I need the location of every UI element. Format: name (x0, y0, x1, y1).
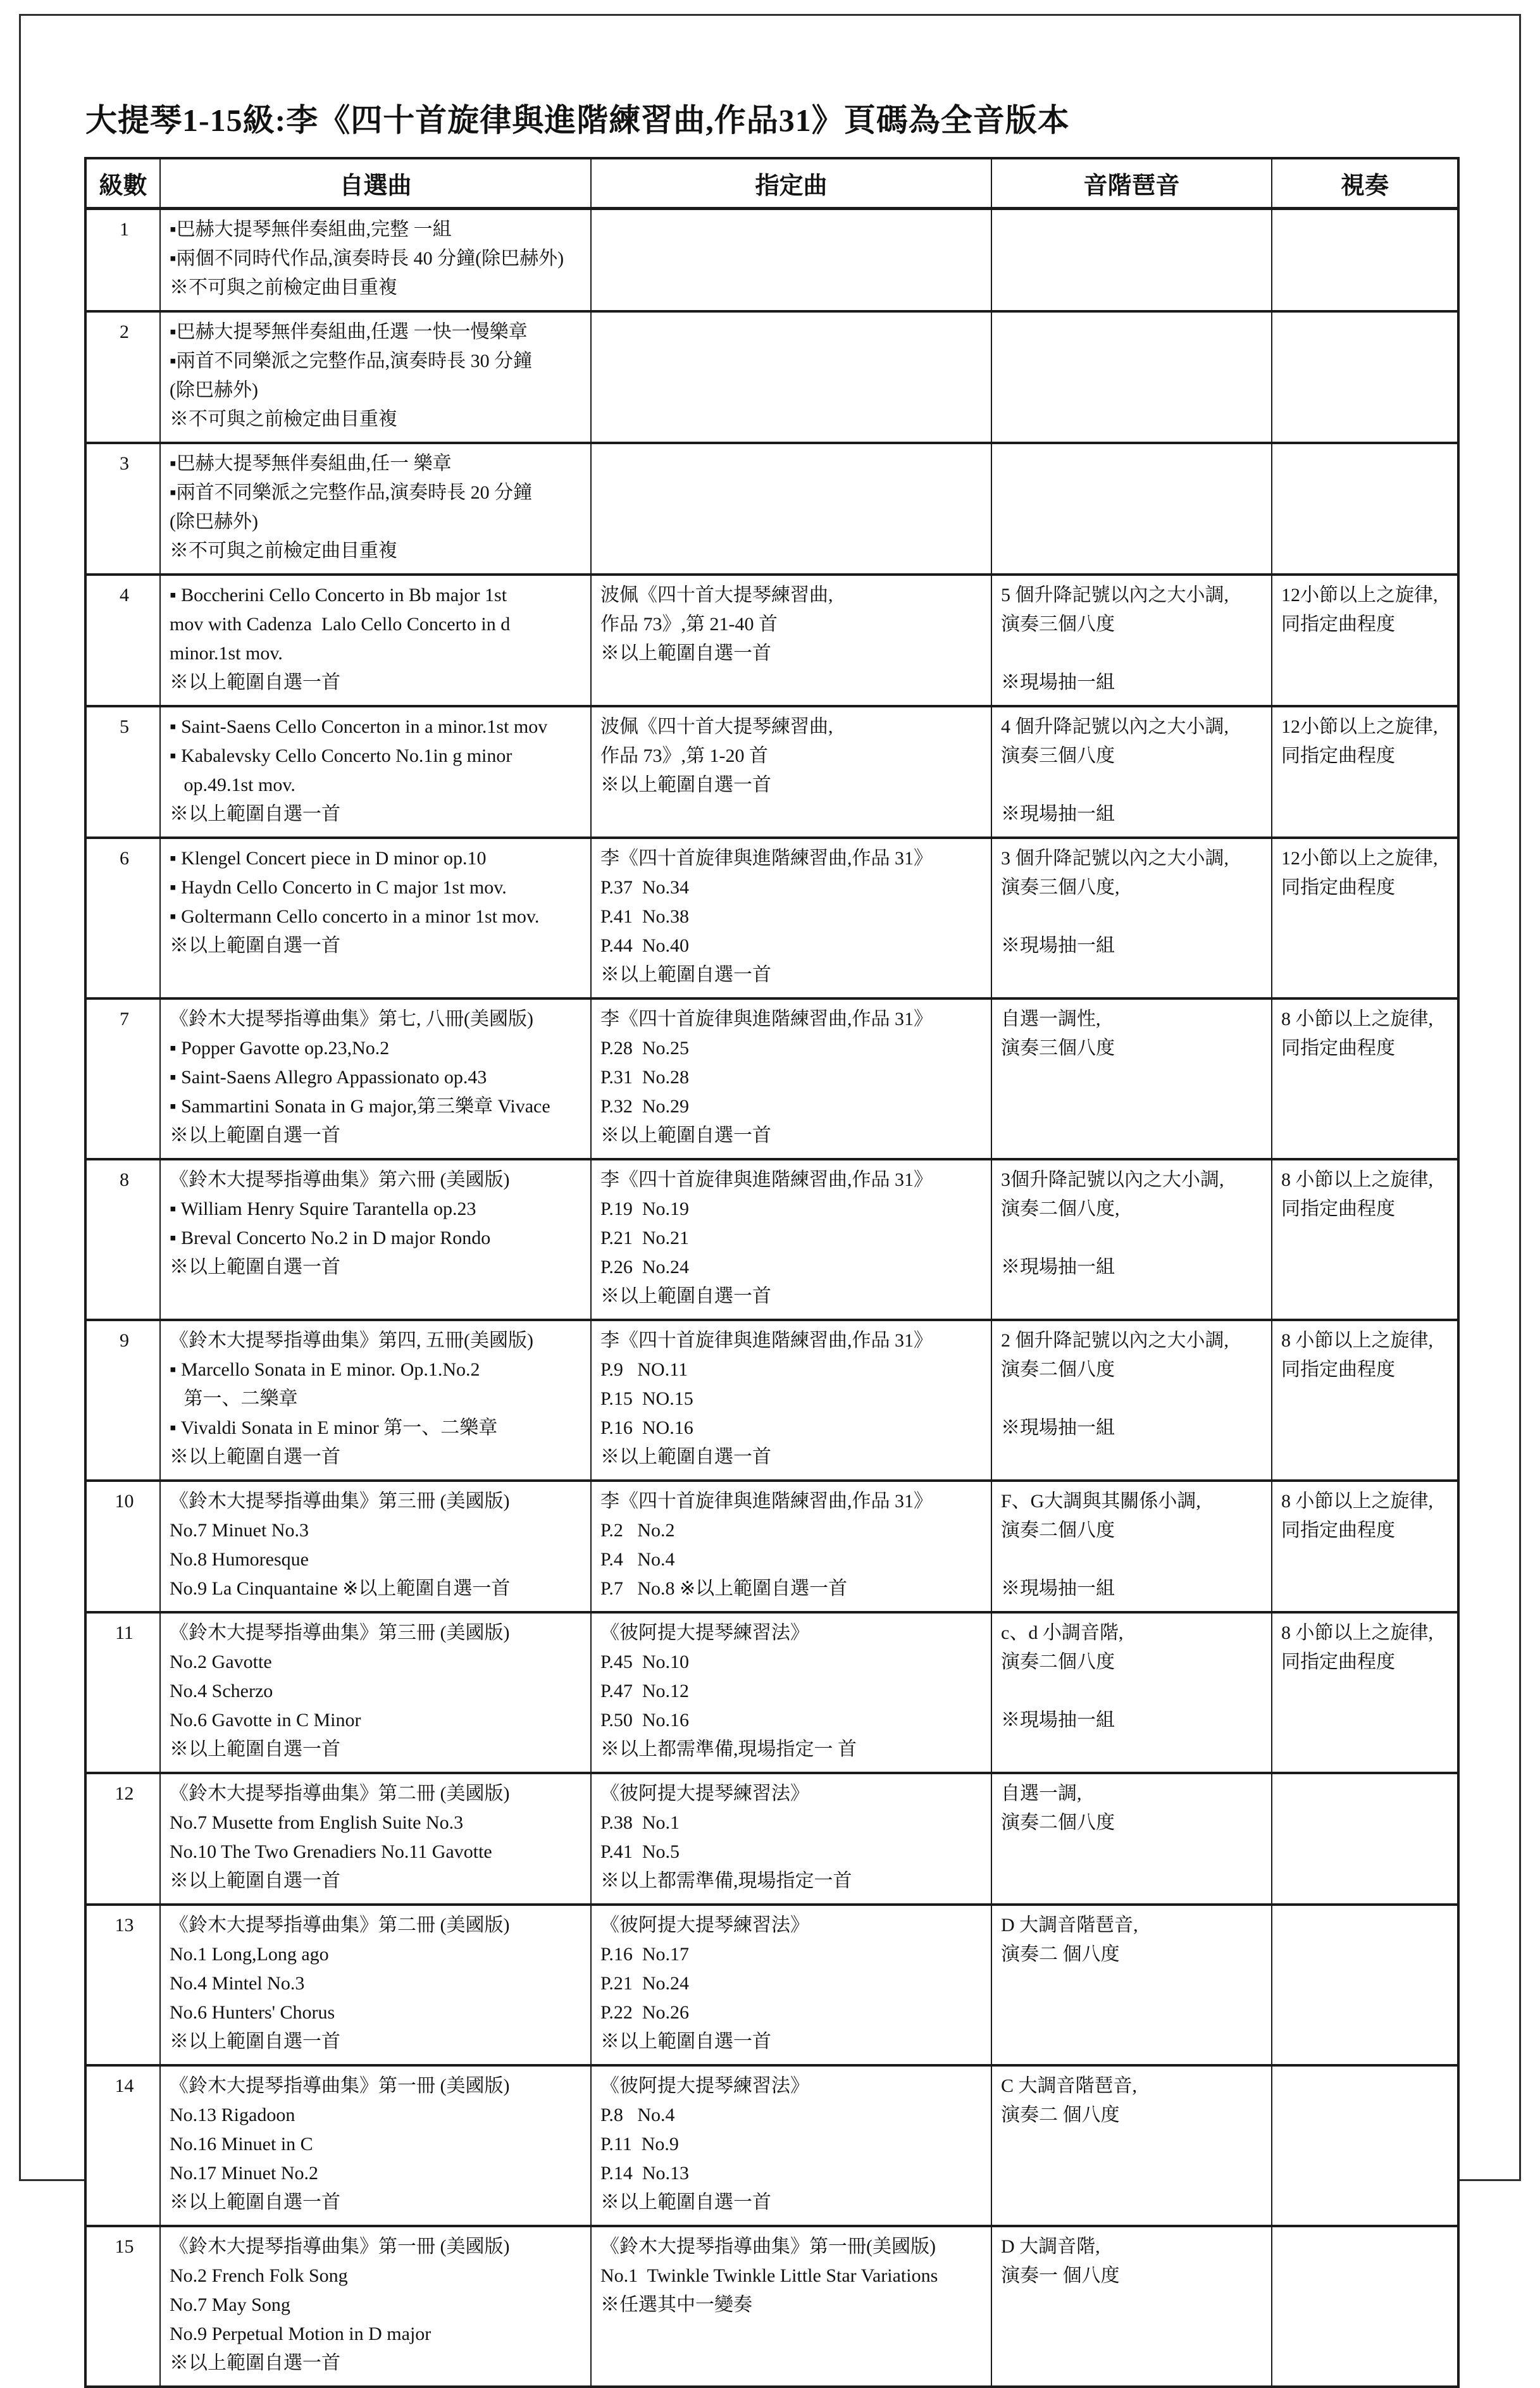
table-header (85, 158, 1458, 209)
scales-cell (991, 1320, 1272, 1481)
cell-line: ※任選其中一變奏 (600, 2294, 752, 2315)
sight-reading-cell (1272, 1905, 1458, 2065)
cell-line: P.9 NO.11 (600, 1359, 688, 1380)
cell-line: No.2 Gavotte (170, 1651, 272, 1672)
cell-line: P.21 No.21 (600, 1228, 690, 1248)
cell-line: 2 個升降記號以內之大小調, (1001, 1330, 1229, 1351)
table-row (85, 1481, 1458, 1612)
cell-line (1001, 1677, 1265, 1706)
cell-line: P.14 No.13 (600, 2163, 690, 2184)
self-selected-cell (160, 1612, 591, 1773)
cell-line: ※以上範圍自選一首 (600, 1125, 771, 1146)
cell-line: 演奏二個八度, (1001, 1198, 1120, 1219)
cell-line: 12小節以上之旋律, (1281, 848, 1438, 869)
table-row (85, 443, 1458, 575)
assigned-cell (591, 1612, 991, 1773)
cell-line: ▪巴赫大提琴無伴奏組曲,任選 一快一慢樂章 (170, 321, 528, 342)
cell-line: P.26 No.24 (600, 1257, 690, 1278)
cell-line: No.2 French Folk Song (170, 2265, 348, 2286)
sight-reading-cell (1272, 706, 1458, 838)
self-selected-cell (160, 706, 591, 838)
cell-line: No.16 Minuet in C (170, 2134, 313, 2155)
level-cell: 5 (85, 706, 160, 838)
cell-line: P.2 No.2 (600, 1520, 675, 1541)
cell-line: ※現場抽一組 (1001, 804, 1115, 824)
level-cell: 15 (85, 2226, 160, 2387)
assigned-cell (591, 311, 991, 443)
cell-line: C 大調音階琶音, (1001, 2075, 1138, 2096)
cell-line: P.31 No.28 (600, 1067, 690, 1088)
sight-reading-cell (1272, 311, 1458, 443)
cell-line (1001, 1384, 1265, 1414)
self-selected-cell (160, 1159, 591, 1320)
cell-line: P.21 No.24 (600, 1973, 690, 1994)
cell-line: 8 小節以上之旋律, (1281, 1491, 1433, 1512)
scales-cell (991, 998, 1272, 1159)
cell-line: 自選一調性, (1001, 1009, 1101, 1029)
scales-cell (991, 443, 1272, 575)
scales-cell (991, 838, 1272, 998)
table-row (85, 838, 1458, 998)
cell-line (1001, 902, 1265, 931)
cell-line: ▪ Kabalevsky Cello Concerto No.1in g minor (170, 745, 512, 766)
cell-line: ※以上範圍自選一首 (170, 2192, 340, 2213)
cell-line: 同指定曲程度 (1281, 1359, 1395, 1380)
self-selected-cell (160, 575, 591, 706)
cell-line: No.9 Perpetual Motion in D major (170, 2323, 432, 2344)
self-selected-cell (160, 2226, 591, 2387)
cell-line: 演奏二 個八度 (1001, 1944, 1120, 1965)
cell-line: 作品 73》,第 1-20 首 (600, 745, 768, 766)
cell-line: ※以上範圍自選一首 (600, 1446, 771, 1467)
cell-line: ▪ Haydn Cello Concerto in C major 1st mov. (170, 877, 507, 898)
cell-line: 李《四十首旋律與進階練習曲,作品 31》 (600, 1330, 933, 1351)
cell-line: ※現場抽一組 (1001, 1710, 1115, 1731)
self-selected-cell (160, 1905, 591, 2065)
cell-line: ▪兩首不同樂派之完整作品,演奏時長 20 分鐘 (170, 482, 533, 503)
level-cell: 9 (85, 1320, 160, 1481)
cell-line: ※以上範圍自選一首 (170, 1739, 340, 1760)
header-level: 級數 (85, 158, 160, 209)
cell-line: 演奏二個八度 (1001, 1812, 1115, 1833)
cell-line: 李《四十首旋律與進階練習曲,作品 31》 (600, 1009, 933, 1029)
cell-line: ※不可與之前檢定曲目重複 (170, 277, 397, 298)
assigned-cell (591, 998, 991, 1159)
cell-line: P.16 No.17 (600, 1944, 690, 1965)
assigned-cell (591, 1320, 991, 1481)
header-sight-reading: 視奏 (1272, 158, 1458, 209)
cell-line: P.15 NO.15 (600, 1388, 693, 1409)
header-scales-arpeggios: 音階琶音 (991, 158, 1272, 209)
cell-line: P.11 No.9 (600, 2134, 679, 2155)
header-row (85, 158, 1458, 209)
assigned-cell (591, 838, 991, 998)
cell-line: 8 小節以上之旋律, (1281, 1622, 1433, 1643)
cell-line: ※以上範圍自選一首 (600, 2031, 771, 2052)
table-row (85, 1905, 1458, 2065)
cell-line (1001, 1224, 1265, 1253)
cell-line: P.47 No.12 (600, 1681, 690, 1701)
cell-line: mov with Cadenza Lalo Cello Concerto in d (170, 614, 511, 635)
cell-line: ▪巴赫大提琴無伴奏組曲,完整 一組 (170, 219, 452, 240)
table-row (85, 1612, 1458, 1773)
cell-line: No.6 Gavotte in C Minor (170, 1710, 361, 1731)
cell-line: 波佩《四十首大提琴練習曲, (600, 716, 833, 737)
cell-line: 同指定曲程度 (1281, 1520, 1395, 1541)
cell-line: P.8 No.4 (600, 2105, 675, 2125)
scales-cell (991, 311, 1272, 443)
self-selected-cell (160, 1320, 591, 1481)
cell-line: No.4 Mintel No.3 (170, 1973, 305, 1994)
cell-line: ※以上範圍自選一首 (600, 643, 771, 664)
cell-line: 3個升降記號以內之大小調, (1001, 1169, 1224, 1190)
cell-line: P.16 NO.16 (600, 1417, 693, 1438)
cell-line: 演奏二個八度 (1001, 1651, 1115, 1672)
cell-line: ※現場抽一組 (1001, 1578, 1115, 1599)
cell-line: 演奏一 個八度 (1001, 2265, 1120, 2286)
cell-line: P.37 No.34 (600, 877, 690, 898)
cell-line: 同指定曲程度 (1281, 1198, 1395, 1219)
table-row (85, 706, 1458, 838)
cell-line: 演奏二 個八度 (1001, 2105, 1120, 2125)
assigned-cell (591, 1773, 991, 1905)
cell-line: P.41 No.5 (600, 1841, 680, 1862)
cell-line: ※不可與之前檢定曲目重複 (170, 540, 397, 561)
table-row (85, 209, 1458, 312)
cell-line: No.13 Rigadoon (170, 2105, 295, 2125)
scales-cell (991, 1481, 1272, 1612)
cell-line: 《鈴木大提琴指導曲集》第三冊 (美國版) (170, 1622, 510, 1643)
table-row (85, 1320, 1458, 1481)
cell-line: c、d 小調音階, (1001, 1622, 1124, 1643)
cell-line: No.7 May Song (170, 2294, 290, 2315)
cell-line: ※現場抽一組 (1001, 935, 1115, 956)
cell-line: ※以上都需準備,現場指定一首 (600, 1870, 852, 1891)
cell-line: 8 小節以上之旋律, (1281, 1009, 1433, 1029)
level-cell: 6 (85, 838, 160, 998)
self-selected-cell (160, 1481, 591, 1612)
cell-line: 演奏三個八度 (1001, 614, 1115, 635)
cell-line: 演奏三個八度 (1001, 745, 1115, 766)
sight-reading-cell (1272, 209, 1458, 312)
assigned-cell (591, 575, 991, 706)
cell-line: 第一、二樂章 (170, 1388, 298, 1409)
assigned-cell (591, 2065, 991, 2226)
cell-line: 《鈴木大提琴指導曲集》第七, 八冊(美國版) (170, 1009, 533, 1029)
sight-reading-cell (1272, 2065, 1458, 2226)
cell-line: 3 個升降記號以內之大小調, (1001, 848, 1229, 869)
assigned-cell (591, 443, 991, 575)
cell-line: 同指定曲程度 (1281, 1651, 1395, 1672)
cell-line: 李《四十首旋律與進階練習曲,作品 31》 (600, 848, 933, 869)
sight-reading-cell (1272, 2226, 1458, 2387)
cell-line: ※以上範圍自選一首 (170, 672, 340, 693)
cell-line: ▪ William Henry Squire Tarantella op.23 (170, 1198, 476, 1219)
assigned-cell (591, 1159, 991, 1320)
level-cell: 2 (85, 311, 160, 443)
level-cell: 8 (85, 1159, 160, 1320)
cell-line: ▪兩個不同時代作品,演奏時長 40 分鐘(除巴赫外) (170, 248, 564, 269)
cell-line: ※以上都需準備,現場指定一 首 (600, 1739, 857, 1760)
cell-line (1001, 1545, 1265, 1574)
cell-line: No.8 Humoresque (170, 1549, 309, 1570)
table-row (85, 2065, 1458, 2226)
cell-line: P.19 No.19 (600, 1198, 690, 1219)
cell-line: P.7 No.8 ※以上範圍自選一首 (600, 1578, 848, 1599)
cell-line: 同指定曲程度 (1281, 745, 1395, 766)
sight-reading-cell (1272, 1612, 1458, 1773)
cell-line: op.49.1st mov. (170, 774, 295, 795)
sight-reading-cell (1272, 1481, 1458, 1612)
table-row (85, 998, 1458, 1159)
cell-line: P.41 No.38 (600, 906, 690, 927)
table-row (85, 2226, 1458, 2387)
scales-cell (991, 1159, 1272, 1320)
cell-line: 《鈴木大提琴指導曲集》第一冊 (美國版) (170, 2075, 510, 2096)
cell-line: 《鈴木大提琴指導曲集》第二冊 (美國版) (170, 1915, 510, 1936)
table-body (85, 209, 1458, 2387)
cell-line: 12小節以上之旋律, (1281, 585, 1438, 606)
cell-line: 8 小節以上之旋律, (1281, 1169, 1433, 1190)
cell-line: ▪ Sammartini Sonata in G major,第三樂章 Vivace (170, 1096, 550, 1117)
self-selected-cell (160, 998, 591, 1159)
cell-line: P.38 No.1 (600, 1812, 680, 1833)
cell-line: ※不可與之前檢定曲目重複 (170, 409, 397, 430)
cell-line: ▪巴赫大提琴無伴奏組曲,任一 樂章 (170, 453, 452, 474)
assigned-cell (591, 209, 991, 312)
assigned-cell (591, 1905, 991, 2065)
table-row (85, 311, 1458, 443)
cell-line: 《彼阿提大提琴練習法》 (600, 2075, 809, 2096)
cell-line: 演奏二個八度 (1001, 1359, 1115, 1380)
cell-line: ※現場抽一組 (1001, 672, 1115, 693)
cell-line: 同指定曲程度 (1281, 1038, 1395, 1059)
scales-cell (991, 2226, 1272, 2387)
self-selected-cell (160, 311, 591, 443)
self-selected-cell (160, 1773, 591, 1905)
cell-line: ▪ Breval Concerto No.2 in D major Rondo (170, 1228, 491, 1248)
assigned-cell (591, 1481, 991, 1612)
cell-line: 《彼阿提大提琴練習法》 (600, 1915, 809, 1936)
level-cell: 12 (85, 1773, 160, 1905)
cell-line: 《鈴木大提琴指導曲集》第一冊(美國版) (600, 2236, 936, 2257)
cell-line: ▪ Vivaldi Sonata in E minor 第一、二樂章 (170, 1417, 498, 1438)
cell-line: No.1 Long,Long ago (170, 1944, 329, 1965)
cell-line: ※以上範圍自選一首 (600, 774, 771, 795)
header-self-selected: 自選曲 (160, 158, 591, 209)
scales-cell (991, 1773, 1272, 1905)
level-cell: 11 (85, 1612, 160, 1773)
cell-line: P.22 No.26 (600, 2002, 690, 2023)
scales-cell (991, 706, 1272, 838)
cell-line: No.7 Minuet No.3 (170, 1520, 309, 1541)
cell-line: 《鈴木大提琴指導曲集》第二冊 (美國版) (170, 1783, 510, 1804)
sight-reading-cell (1272, 838, 1458, 998)
self-selected-cell (160, 838, 591, 998)
assigned-cell (591, 706, 991, 838)
cell-line: (除巴赫外) (170, 380, 258, 401)
exam-table (84, 157, 1460, 2388)
cell-line: (除巴赫外) (170, 511, 258, 532)
cell-line: ▪ Boccherini Cello Concerto in Bb major 1st (170, 585, 507, 606)
cell-line: No.17 Minuet No.2 (170, 2163, 318, 2184)
sight-reading-cell (1272, 998, 1458, 1159)
cell-line: ※以上範圍自選一首 (170, 1125, 340, 1146)
cell-line: No.4 Scherzo (170, 1681, 273, 1701)
cell-line: ※以上範圍自選一首 (600, 2192, 771, 2213)
table-row (85, 1773, 1458, 1905)
cell-line: ▪ Saint-Saens Allegro Appassionato op.43 (170, 1067, 487, 1088)
level-cell: 14 (85, 2065, 160, 2226)
cell-line: 4 個升降記號以內之大小調, (1001, 716, 1229, 737)
cell-line: No.10 The Two Grenadiers No.11 Gavotte (170, 1841, 492, 1862)
cell-line: 演奏三個八度 (1001, 1038, 1115, 1059)
cell-line: ※現場抽一組 (1001, 1257, 1115, 1278)
cell-line: ▪兩首不同樂派之完整作品,演奏時長 30 分鐘 (170, 351, 533, 371)
cell-line: P.44 No.40 (600, 935, 690, 956)
cell-line: ▪ Popper Gavotte op.23,No.2 (170, 1038, 390, 1059)
cell-line: 《鈴木大提琴指導曲集》第六冊 (美國版) (170, 1169, 510, 1190)
cell-line (1001, 771, 1265, 800)
cell-line: 波佩《四十首大提琴練習曲, (600, 585, 833, 606)
assigned-cell (591, 2226, 991, 2387)
cell-line: P.28 No.25 (600, 1038, 690, 1059)
table-row (85, 1159, 1458, 1320)
scales-cell (991, 1905, 1272, 2065)
level-cell: 13 (85, 1905, 160, 2065)
sight-reading-cell (1272, 443, 1458, 575)
cell-line: No.1 Twinkle Twinkle Little Star Variations (600, 2265, 938, 2286)
level-cell: 10 (85, 1481, 160, 1612)
cell-line: No.7 Musette from English Suite No.3 (170, 1812, 464, 1833)
scales-cell (991, 2065, 1272, 2226)
cell-line: 12小節以上之旋律, (1281, 716, 1438, 737)
cell-line: 《彼阿提大提琴練習法》 (600, 1783, 809, 1804)
scales-cell (991, 209, 1272, 312)
scales-cell (991, 575, 1272, 706)
cell-line: ▪ Marcello Sonata in E minor. Op.1.No.2 (170, 1359, 480, 1380)
level-cell: 7 (85, 998, 160, 1159)
cell-line: No.6 Hunters' Chorus (170, 2002, 335, 2023)
cell-line: F、G大調與其關係小調, (1001, 1491, 1201, 1512)
cell-line: ▪ Goltermann Cello concerto in a minor 1st mov. (170, 906, 540, 927)
cell-line: ※以上範圍自選一首 (170, 2353, 340, 2373)
cell-line (1001, 639, 1265, 668)
page-title: 大提琴1-15級:李《四十首旋律與進階練習曲,作品31》頁碼為全音版本 (85, 103, 1070, 138)
cell-line: P.4 No.4 (600, 1549, 675, 1570)
cell-line: P.32 No.29 (600, 1096, 690, 1117)
cell-line: 《鈴木大提琴指導曲集》第一冊 (美國版) (170, 2236, 510, 2257)
cell-line: ※以上範圍自選一首 (170, 1870, 340, 1891)
header-assigned: 指定曲 (591, 158, 991, 209)
cell-line: 作品 73》,第 21-40 首 (600, 614, 778, 635)
document-content (84, 95, 1458, 2388)
sight-reading-cell (1272, 575, 1458, 706)
level-cell: 3 (85, 443, 160, 575)
cell-line: No.9 La Cinquantaine ※以上範圍自選一首 (170, 1578, 511, 1599)
cell-line: 自選一調, (1001, 1783, 1082, 1804)
cell-line: ※以上範圍自選一首 (600, 964, 771, 985)
cell-line: P.45 No.10 (600, 1651, 690, 1672)
cell-line: ▪ Klengel Concert piece in D minor op.10 (170, 848, 487, 869)
cell-line: ※以上範圍自選一首 (170, 2031, 340, 2052)
sight-reading-cell (1272, 1159, 1458, 1320)
cell-line: ※現場抽一組 (1001, 1417, 1115, 1438)
cell-line: 演奏二個八度 (1001, 1520, 1115, 1541)
cell-line: 李《四十首旋律與進階練習曲,作品 31》 (600, 1169, 933, 1190)
cell-line: D 大調音階琶音, (1001, 1915, 1138, 1936)
cell-line: ※以上範圍自選一首 (600, 1286, 771, 1307)
cell-line: 5 個升降記號以內之大小調, (1001, 585, 1229, 606)
level-cell: 4 (85, 575, 160, 706)
self-selected-cell (160, 209, 591, 312)
sight-reading-cell (1272, 1320, 1458, 1481)
sight-reading-cell (1272, 1773, 1458, 1905)
level-cell: 1 (85, 209, 160, 312)
cell-line: ※以上範圍自選一首 (170, 804, 340, 824)
cell-line: 同指定曲程度 (1281, 614, 1395, 635)
table-row (85, 575, 1458, 706)
cell-line: 同指定曲程度 (1281, 877, 1395, 898)
cell-line: 《鈴木大提琴指導曲集》第四, 五冊(美國版) (170, 1330, 533, 1351)
cell-line: P.50 No.16 (600, 1710, 690, 1731)
cell-line: 《鈴木大提琴指導曲集》第三冊 (美國版) (170, 1491, 510, 1512)
self-selected-cell (160, 2065, 591, 2226)
cell-line: minor.1st mov. (170, 643, 283, 664)
scales-cell (991, 1612, 1272, 1773)
cell-line: 《彼阿提大提琴練習法》 (600, 1622, 809, 1643)
cell-line: D 大調音階, (1001, 2236, 1100, 2257)
cell-line: 8 小節以上之旋律, (1281, 1330, 1433, 1351)
cell-line: ▪ Saint-Saens Cello Concerton in a minor.1st mov (170, 716, 548, 737)
cell-line: ※以上範圍自選一首 (170, 1446, 340, 1467)
cell-line: ※以上範圍自選一首 (170, 935, 340, 956)
self-selected-cell (160, 443, 591, 575)
cell-line: 李《四十首旋律與進階練習曲,作品 31》 (600, 1491, 933, 1512)
cell-line: ※以上範圍自選一首 (170, 1257, 340, 1278)
cell-line: 演奏三個八度, (1001, 877, 1120, 898)
